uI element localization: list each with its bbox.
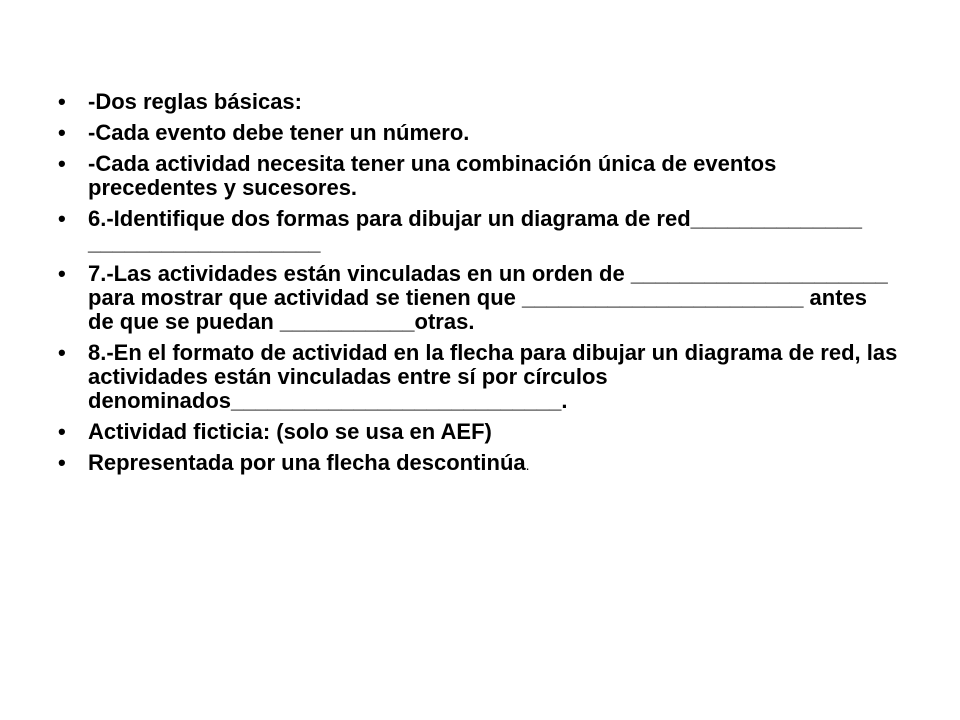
bullet-dot-icon: •: [58, 419, 66, 444]
bullet-item-unique-combination: [58, 152, 898, 200]
bullet-text-period: .: [525, 457, 530, 473]
bullet-text: -Cada actividad necesita tener una combinación única de eventos precedentes y sucesores.: [88, 151, 777, 200]
bullet-text: -Dos reglas básicas:: [88, 89, 302, 114]
bullet-dot-icon: •: [58, 151, 66, 176]
bullet-text: 6.-Identifique dos formas para dibujar un diagrama de red______________ ___________________: [88, 206, 862, 255]
bullet-item-dashed-arrow: [58, 451, 898, 477]
bullet-text: 8.-En el formato de actividad en la flecha para dibujar un diagrama de red, las actividades están vinculadas entre sí por círculos denominados___________________________.: [88, 340, 898, 413]
bullet-text: 7.-Las actividades están vinculadas en un orden de _____________________ para mostrar que actividad se tienen que _______________________ antes de que se puedan ___________otras.: [88, 261, 888, 334]
bullet-item-question-6: [58, 207, 898, 255]
bullet-list: [58, 90, 898, 484]
bullet-text: -Cada evento debe tener un número.: [88, 120, 470, 145]
bullet-dot-icon: •: [58, 261, 66, 286]
bullet-dot-icon: •: [58, 120, 66, 145]
bullet-text: Representada por una flecha descontinúa: [88, 450, 526, 475]
bullet-item-question-7: [58, 262, 898, 334]
bullet-dot-icon: •: [58, 340, 66, 365]
bullet-dot-icon: •: [58, 450, 66, 475]
bullet-item-dummy-activity: [58, 420, 898, 444]
bullet-text: Actividad ficticia: (solo se usa en AEF): [88, 419, 492, 444]
bullet-item-rules-heading: [58, 90, 898, 114]
bullet-item-question-8: [58, 341, 898, 413]
bullet-dot-icon: •: [58, 206, 66, 231]
bullet-item-event-number: [58, 121, 898, 145]
bullet-dot-icon: •: [58, 89, 66, 114]
